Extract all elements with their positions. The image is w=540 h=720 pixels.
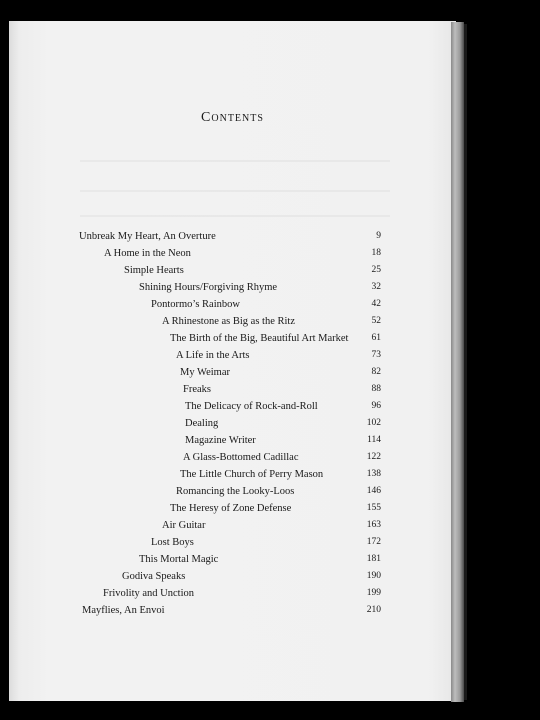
- toc-entry: [0, 432, 540, 449]
- toc-entry: [0, 602, 540, 619]
- toc-entry-page: 52: [371, 316, 381, 326]
- toc-entry-page: 61: [371, 333, 381, 343]
- toc-entry-title: A Rhinestone as Big as the Ritz: [162, 316, 295, 327]
- toc-entry-title: Dealing: [185, 418, 219, 429]
- toc-entry: [0, 330, 540, 347]
- toc-entry-page: 210: [366, 605, 381, 615]
- toc-entry-title: Air Guitar: [162, 520, 206, 531]
- toc-entry: [0, 500, 540, 517]
- toc-entry-title: Mayflies, An Envoi: [82, 605, 165, 616]
- toc-entry-page: 138: [366, 469, 381, 479]
- toc-entry-title: The Birth of the Big, Beautiful Art Market: [170, 333, 349, 344]
- toc-entry-page: 172: [366, 537, 381, 547]
- toc-entry: [0, 534, 540, 551]
- toc-entry: [0, 517, 540, 534]
- toc-entry-page: 88: [371, 384, 381, 394]
- toc-entry: [0, 228, 540, 245]
- toc-entry: [0, 262, 540, 279]
- toc-entry-page: 155: [366, 503, 381, 513]
- toc-entry: [0, 245, 540, 262]
- toc-entry-title: Romancing the Looky-Loos: [176, 486, 295, 497]
- toc-entry-page: 102: [366, 418, 381, 428]
- toc-entry-page: 18: [371, 248, 381, 258]
- page-title: Contents: [201, 110, 264, 125]
- toc-entry-title: Shining Hours/Forgiving Rhyme: [139, 282, 278, 293]
- toc-entry-page: 42: [371, 299, 381, 309]
- toc-entry: [0, 466, 540, 483]
- toc-entry-title: Godiva Speaks: [122, 571, 186, 582]
- toc-entry-title: A Life in the Arts: [176, 350, 250, 361]
- toc-entry: [0, 381, 540, 398]
- toc-entry-page: 96: [371, 401, 381, 411]
- toc-entry: [0, 585, 540, 602]
- toc-entry-title: Lost Boys: [151, 537, 194, 548]
- toc-entry: [0, 296, 540, 313]
- toc-entry-page: 199: [366, 588, 381, 598]
- toc-entry-title: Magazine Writer: [185, 435, 256, 446]
- toc-entry: [0, 568, 540, 585]
- toc-entry-page: 32: [371, 282, 381, 292]
- toc-entry-title: A Home in the Neon: [104, 248, 191, 259]
- toc-entry-title: The Delicacy of Rock-and-Roll: [185, 401, 318, 412]
- toc-entry-title: Unbreak My Heart, An Overture: [79, 231, 216, 242]
- toc-entry-title: Pontormo’s Rainbow: [151, 299, 240, 310]
- toc-entry: [0, 279, 540, 296]
- toc-entry: [0, 364, 540, 381]
- toc-entry: [0, 347, 540, 364]
- toc-entry: [0, 551, 540, 568]
- toc-entry-title: Freaks: [183, 384, 211, 395]
- toc-entry-title: This Mortal Magic: [139, 554, 219, 565]
- show-through-line: [80, 190, 390, 192]
- toc-entry: [0, 415, 540, 432]
- toc-entry-title: The Little Church of Perry Mason: [180, 469, 324, 480]
- toc-entry-title: Frivolity and Unction: [103, 588, 194, 599]
- table-of-contents: [0, 228, 540, 619]
- toc-entry-title: The Heresy of Zone Defense: [170, 503, 292, 514]
- toc-entry-page: 190: [366, 571, 381, 581]
- toc-entry-page: 9: [376, 231, 381, 241]
- toc-entry-title: My Weimar: [180, 367, 230, 378]
- toc-entry-page: 114: [367, 435, 381, 445]
- toc-entry: [0, 483, 540, 500]
- toc-entry-title: Simple Hearts: [124, 265, 184, 276]
- toc-entry: [0, 313, 540, 330]
- toc-entry-title: A Glass-Bottomed Cadillac: [183, 452, 299, 463]
- toc-entry-page: 146: [366, 486, 381, 496]
- toc-entry-page: 82: [371, 367, 381, 377]
- show-through-line: [80, 215, 390, 217]
- toc-entry-page: 181: [366, 554, 381, 564]
- toc-entry-page: 73: [371, 350, 381, 360]
- toc-entry-page: 163: [366, 520, 381, 530]
- toc-entry: [0, 449, 540, 466]
- toc-entry-page: 122: [366, 452, 381, 462]
- toc-entry: [0, 398, 540, 415]
- show-through-line: [80, 160, 390, 162]
- toc-entry-page: 25: [371, 265, 381, 275]
